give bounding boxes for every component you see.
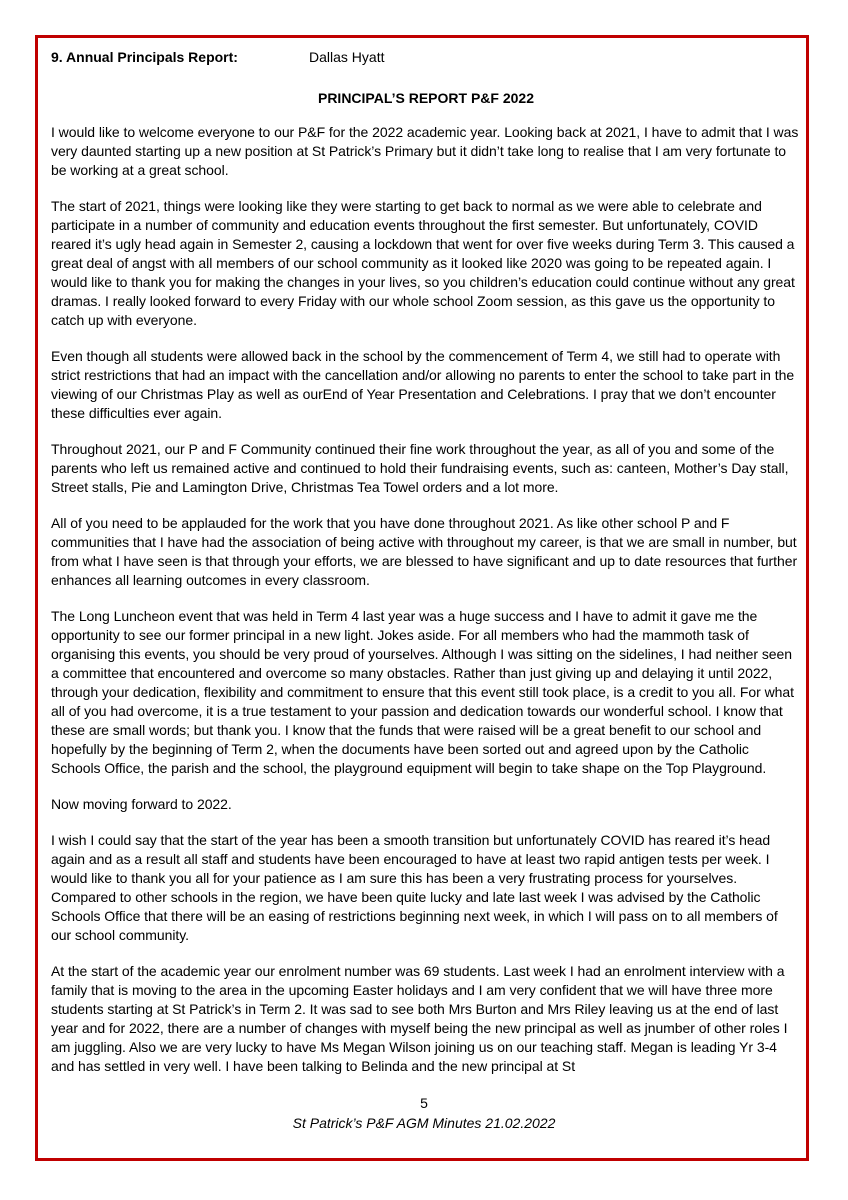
report-title: PRINCIPAL’S REPORT P&F 2022 xyxy=(317,90,534,106)
footer-document-title: St Patrick’s P&F AGM Minutes 21.02.2022 xyxy=(292,1115,556,1131)
presenter-name: Dallas Hyatt xyxy=(309,49,385,65)
paragraph-p-and-f-community: Throughout 2021, our P and F Community continued their fine work throughout the year, as all of you and some of the parents who left us remained active and continued to hold their fundraising events, such as: canteen, Mother’s Day stall, Street stalls, Pie and Lamington Drive, Christmas Tea Towel orders and a lot more. xyxy=(51,441,789,495)
report-content xyxy=(51,48,801,1093)
page-number: 5 xyxy=(420,1095,428,1111)
paragraph-welcome: I would like to welcome everyone to our P&F for the 2022 academic year. Looking back at 2021, I have to admit that I was very daunted starting up a new position at St Patrick’s Primary but it didn’t take long to realise that I am very fortunate to be working at a great school. xyxy=(51,124,799,178)
paragraph-covid-2022: I wish I could say that the start of the year has been a smooth transition but unfortunately COVID has reared it’s head again and as a result all staff and students have been encouraged to have at least two rapid antigen tests per week. I would like to thank you all for your patience as I am sure this has been a very frustrating process for yourselves. Compared to other schools in the region, we have been quite lucky and late last week I was advised by the Catholic Schools Office that there will be an easing of restrictions beginning next week, in which I will pass on to all members of our school community. xyxy=(51,832,778,943)
paragraph-long-luncheon: The Long Luncheon event that was held in Term 4 last year was a huge success and I have to admit it gave me the opportunity to see our former principal in a new light. Jokes aside. For all members who had the mammoth task of organising this events, you should be very proud of yourselves. Although I was sitting on the sidelines, I had neither seen a committee that encountered and overcome so many obstacles. Rather than just giving up and delaying it until 2022, through your dedication, flexibility and commitment to ensure that this event still took place, is a credit to you all. For what all of you had overcome, it is a true testament to your passion and dedication towards our wonderful school. I know that these are small words; but thank you. I know that the funds that were raised will be a great benefit to our school and hopefully by the beginning of Term 2, when the documents have been sorted out and agreed upon by the Catholic Schools Office, the parish and the school, the playground equipment will begin to take shape on the Top Playground. xyxy=(51,608,794,776)
paragraph-start-2021: The start of 2021, things were looking like they were starting to get back to normal as we were able to celebrate and participate in a number of community and education events throughout the first semester. But unfortunately, COVID reared it’s ugly head again in Semester 2, causing a lockdown that went for over five weeks during Term 3. This caused a great deal of angst with all members of our school community as it looked like 2020 was going to be repeated again. I would like to thank you for making the changes in your lives, so you children’s education could continue without any great dramas. I really looked forward to every Friday with our whole school Zoom session, as this gave us the opportunity to catch up with everyone. xyxy=(51,198,795,328)
agenda-item-heading xyxy=(51,48,801,67)
paragraph-enrolment: At the start of the academic year our enrolment number was 69 students. Last week I had an enrolment interview with a family that is moving to the area in the upcoming Easter holidays and I am very confident that we will have three more students starting at St Patrick’s in Term 2. It was sad to see both Mrs Burton and Mrs Riley leaving us at the end of last year and for 2022, there are a number of changes with myself being the new principal as well as jnumber of other roles I am juggling. Also we are very lucky to have Ms Megan Wilson joining us on our teaching staff. Megan is leading Yr 3-4 and has settled in very well. I have been talking to Belinda and the new principal at St xyxy=(51,963,788,1074)
paragraph-applause: All of you need to be applauded for the work that you have done throughout 2021. As like other school P and F communities that I have had the association of being active with throughout my career, is that we are small in number, but from what I have seen is that through your efforts, we are blessed to have significant and up to date resources that further enhances all learning outcomes in every classroom. xyxy=(51,515,798,588)
agenda-item-label: 9. Annual Principals Report: xyxy=(51,49,238,65)
paragraph-term-4: Even though all students were allowed back in the school by the commencement of Term 4, we still had to operate with strict restrictions that had an impact with the cancellation and/or allowing no parents to enter the school to take part in the viewing of our Christmas Play as well as ourEnd of Year Presentation and Celebrations. I pray that we don’t encounter these difficulties ever again. xyxy=(51,348,795,421)
paragraph-moving-forward: Now moving forward to 2022. xyxy=(51,796,232,812)
